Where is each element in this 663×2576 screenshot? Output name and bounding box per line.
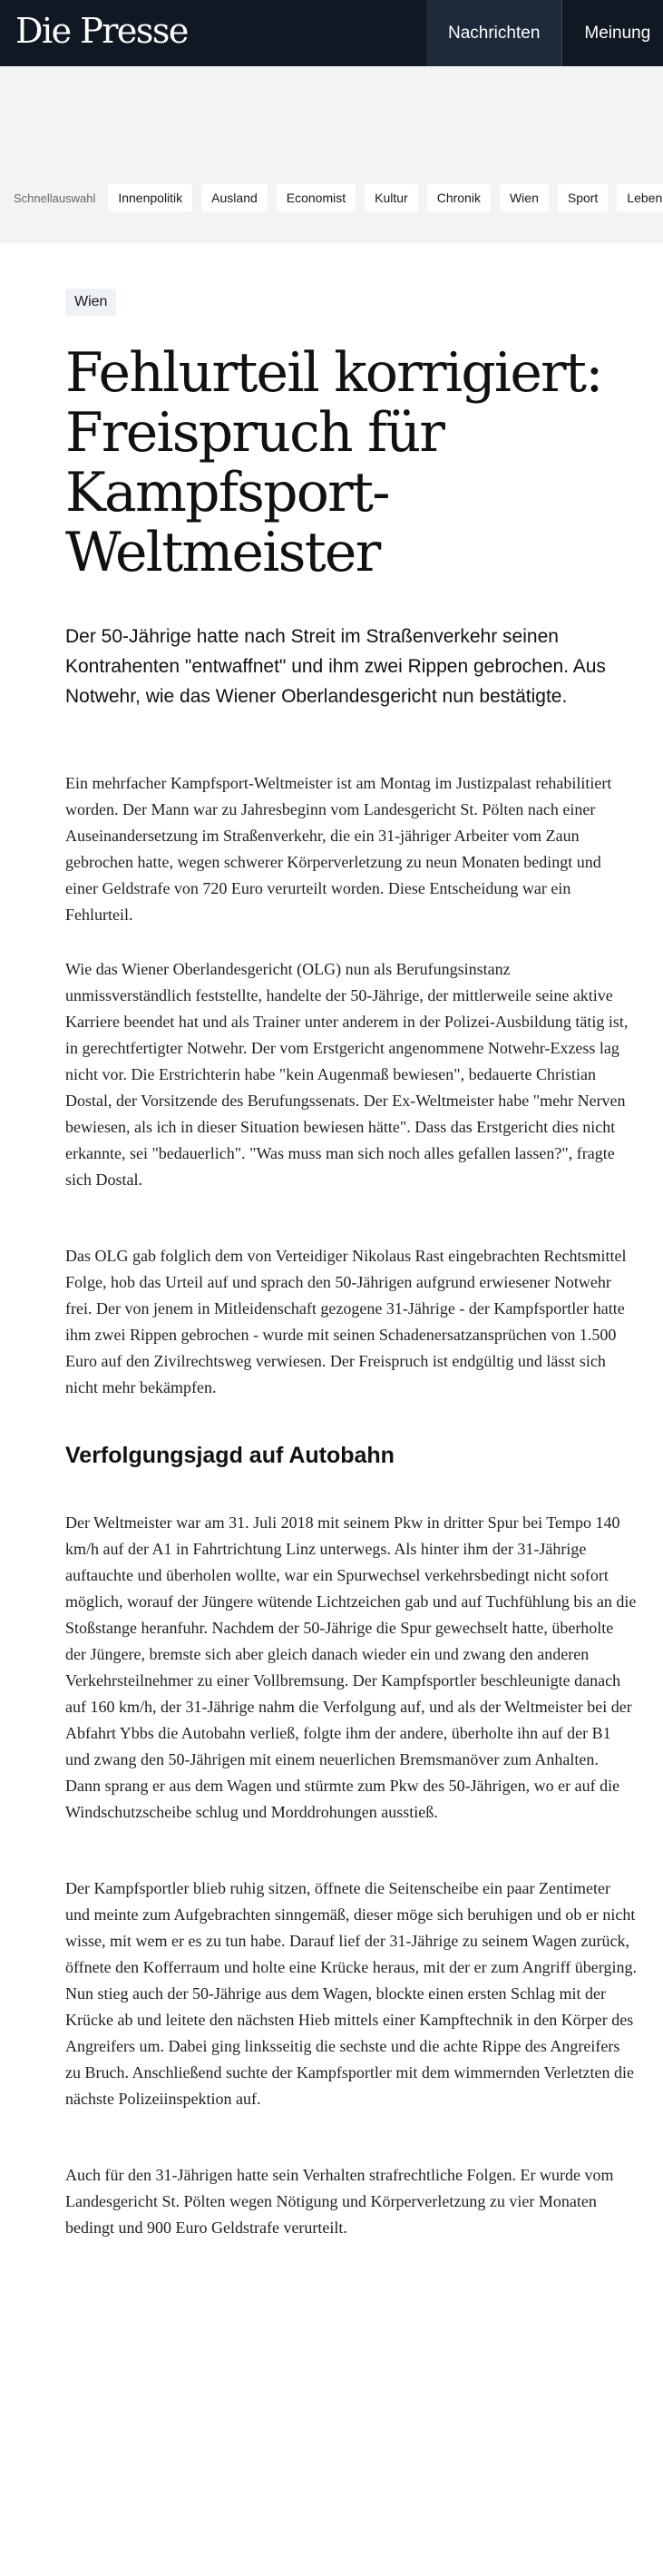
- article-paragraph: Ein mehrfacher Kampfsport-Weltmeister ist am Montag im Justizpalast rehabilitiert worden. Der Mann war zu Jahresbeginn vom Landesgericht St. Pölten nach einer Auseinandersetzung im Straßenverkehr, die ein 31-jähriger Arbeiter vom Zaun gebrochen hatte, wegen schwerer Körperverletzung zu neun Monaten bedingt und einer Geldstrafe von 720 Euro verurteilt worden. Diese Entscheidung war ein Fehlurteil.: [65, 774, 612, 924]
- article-paragraph: Wie das Wiener Oberlandesgericht (OLG) nun als Berufungsinstanz unmissverständlich feststellte, handelte der 50-Jährige, der mittlerweile seine aktive Karriere beendet hat und als Trainer unter anderem in der Polizei-Ausbildung tätig ist, in gerechtfertigter Notwehr. Der vom Erstgericht angenommene Notwehr-Exzess lag nicht vor. Die Erstrichterin habe "kein Augenmaß bewiesen", bedauerte Christian Dostal, der Vorsitzende des Berufungssenats. Der Ex-Weltmeister habe "mehr Nerven bewiesen, als ich in dieser Situation bewiesen hätte". Dass das Erstgericht dies nicht erkannte, sei "bedauerlich". "Was muss man sich noch alles gefallen lassen?", fragte sich Dostal.: [65, 960, 629, 1189]
- nav-item-nachrichten[interactable]: Nachrichten: [426, 0, 561, 66]
- article-title: Fehlurteil korrigiert: Freispruch für Kampfsport-Weltmeister: [65, 341, 602, 584]
- quick-selection-bar: [0, 66, 663, 243]
- article-category-tag[interactable]: Wien: [65, 289, 116, 316]
- nav-item-meinung[interactable]: Meinung: [584, 24, 651, 43]
- article-lead: Der 50-Jährige hatte nach Streit im Straßenverkehr seinen Kontrahenten "entwaffnet" und ihm zwei Rippen gebrochen. Aus Notwehr, wie das Wiener Oberlandesgericht nun bestätigte.: [65, 626, 606, 707]
- article-paragraph: Der Weltmeister war am 31. Juli 2018 mit seinem Pkw in dritter Spur bei Tempo 140 km/h auf der A1 in Fahrtrichtung Linz unterwegs. Als hinter ihm der 31-Jährige auftauchte und überholen wollte, war ein Spurwechsel verkehrsbedingt nicht sofort möglich, worauf der Jüngere wütende Lichtzeichen gab und auf Tuchfühlung bis an die Stoßstange heranfuhr. Nachdem der 50-Jährige die Spur gewechselt hatte, überholte der Jüngere, bremste sich aber gleich danach wieder ein und zwang den anderen Verkehrsteilnehmer zu einer Vollbremsung. Der Kampfsportler beschleunigte danach auf 160 km/h, der 31-Jährige nahm die Verfolgung auf, und als der Weltmeister bei der Abfahrt Ybbs die Autobahn verließ, folgte ihm der andere, überholte ihn auf der B1 und zwang den 50-Jährigen mit einem neuerlichen Bremsmanöver zum Anhalten. Dann sprang er aus dem Wagen und stürmte zum Pkw des 50-Jährigen, wo er auf die Windschutzscheibe schlug und Morddrohungen ausstieß.: [65, 1513, 637, 1821]
- article-paragraph: Das OLG gab folglich dem von Verteidiger Nikolaus Rast eingebrachten Rechtsmittel Folge, hob das Urteil auf und sprach den 50-Jährigen aufgrund erwiesener Notwehr frei. Der von jenem in Mitleidenschaft gezogene 31-Jährige - der Kampfsportler hatte ihm zwei Rippen gebrochen - wurde mit seinen Schadenersatzansprüchen von 1.500 Euro auf den Zivilrechtsweg verwiesen. Der Freispruch ist endgültig und lässt sich nicht mehr bekämpfen.: [65, 1247, 627, 1396]
- chip-economist[interactable]: Economist: [277, 184, 356, 211]
- chip-sport[interactable]: Sport: [558, 184, 608, 211]
- chip-wien[interactable]: Wien: [500, 184, 549, 211]
- chip-chronik[interactable]: Chronik: [427, 184, 491, 211]
- site-logo[interactable]: Die Presse: [15, 11, 188, 51]
- chip-kultur[interactable]: Kultur: [365, 184, 418, 211]
- article-subheading: Verfolgungsjagd auf Autobahn: [65, 1443, 395, 1468]
- quick-selection-row: [14, 184, 663, 211]
- chip-innenpolitik[interactable]: Innenpolitik: [108, 184, 192, 211]
- article-paragraph: Auch für den 31-Jährigen hatte sein Verhalten strafrechtliche Folgen. Er wurde vom Landesgericht St. Pölten wegen Nötigung und Körperverletzung zu vier Monaten bedingt und 900 Euro Geldstrafe verurteilt.: [65, 2166, 614, 2237]
- article-paragraph: Der Kampfsportler blieb ruhig sitzen, öffnete die Seitenscheibe ein paar Zentimeter und meinte zum Aufgebrachten sinngemäß, dieser möge sich beruhigen und ob er nicht wisse, mit wem er es zu tun habe. Darauf lief der 31-Jährige zu seinem Wagen zurück, öffnete den Kofferraum und holte eine Krücke heraus, mit der er zum Angriff überging. Nun stieg auch der 50-Jährige aus dem Wagen, blockte einen ersten Schlag mit der Krücke ab und leitete den nächsten Hieb mittels einer Kampftechnik in den Körper des Angreifers um. Dabei ging linksseitig die sechste und die achte Rippe des Angreifers zu Bruch. Anschließend suchte der Kampfsportler mit dem wimmernden Verletzten die nächste Polizeiinspektion auf.: [65, 1879, 637, 2108]
- article: [65, 289, 646, 2241]
- site-header: [0, 0, 663, 66]
- chip-ausland[interactable]: Ausland: [201, 184, 268, 211]
- main-nav: [426, 0, 663, 66]
- quick-selection-label: Schnellauswahl: [14, 191, 96, 205]
- chip-leben[interactable]: Leben: [617, 184, 663, 211]
